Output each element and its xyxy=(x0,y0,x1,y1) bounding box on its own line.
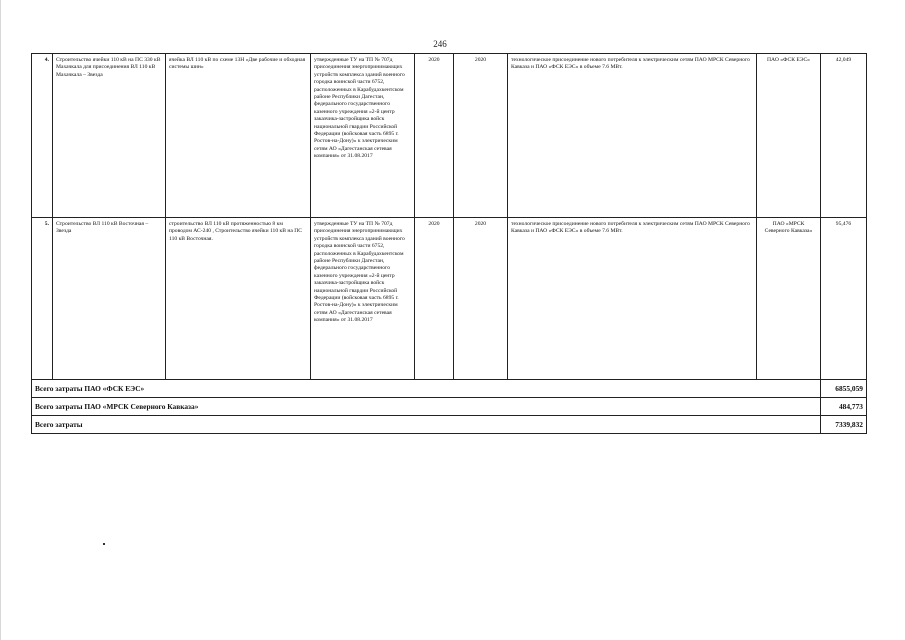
total-label: Всего затраты xyxy=(32,416,821,434)
purpose: технологическое присоединение нового потребителя к электрическим сетям ПАО МРСК Северного Кавказа и ПАО «ФСК ЕЭС» в объеме 7.6 МВт. xyxy=(508,54,757,218)
year-start: 2020 xyxy=(415,218,454,380)
basis-document: утвержденные ТУ на ТП № 707д присоединения энергопринимающих устройств комплекса зданий военного городка воинской части 6752, расположенных в Карабудахкентском районе Республики Дагестан, федерального государственного казенного учреждения «2-й центр заказчика-застройщика войск национальной гвардии Российской Федерации (войсковая часть 6895 г. Ростов-на-Дону)» к электрическим сетям АО «Дагестанская сетевая компания» от 31.08.2017 xyxy=(311,54,415,218)
page-number: 246 xyxy=(433,39,447,49)
scan-edge xyxy=(0,0,1,640)
object-name: Строительство ячейки 110 кВ на ПС 330 кВ Махачкала для присоединения ВЛ 110 кВ Махачкала – Звезда xyxy=(53,54,166,218)
total-value: 484,773 xyxy=(821,398,867,416)
total-row-mrsk xyxy=(32,398,867,416)
total-row-all xyxy=(32,416,867,434)
object-description: строительство ВЛ 110 кВ протяженностью 8 км проводом АС-240 , Строительство ячейки 110 кВ на ПС 110 кВ Восточная. xyxy=(166,218,311,380)
object-description: ячейка ВЛ 110 кВ по схеме 13Н «Две рабочие и обходная системы шин» xyxy=(166,54,311,218)
purpose: технологическое присоединение нового потребителя к электрическим сетям ПАО МРСК Северного Кавказа и ПАО «ФСК ЕЭС» в объеме 7.6 МВт. xyxy=(508,218,757,380)
total-label: Всего затраты ПАО «МРСК Северного Кавказа» xyxy=(32,398,821,416)
total-value: 6855,059 xyxy=(821,380,867,398)
investment-table xyxy=(31,53,867,434)
total-label: Всего затраты ПАО «ФСК ЕЭС» xyxy=(32,380,821,398)
row-number: 5. xyxy=(32,218,53,380)
object-name: Строительство ВЛ 110 кВ Восточная – Звезда xyxy=(53,218,166,380)
table-row xyxy=(32,54,867,218)
total-row-fsk xyxy=(32,380,867,398)
cost: 42,049 xyxy=(821,54,867,218)
year-end: 2020 xyxy=(454,54,508,218)
owner: ПАО «МРСК Северного Кавказа» xyxy=(757,218,821,380)
year-end: 2020 xyxy=(454,218,508,380)
year-start: 2020 xyxy=(415,54,454,218)
cost: 95,476 xyxy=(821,218,867,380)
total-value: 7339,832 xyxy=(821,416,867,434)
scan-speck xyxy=(103,543,105,545)
row-number: 4. xyxy=(32,54,53,218)
table-row xyxy=(32,218,867,380)
basis-document: утвержденные ТУ на ТП № 707д присоединения энергопринимающих устройств комплекса зданий военного городка воинской части 6752, расположенных в Карабудахкентском районе Республики Дагестан, федерального государственного казенного учреждения «2-й центр заказчика-застройщика войск национальной гвардии Российской Федерации (войсковая часть 6895 г. Ростов-на-Дону)» к электрическим сетям АО «Дагестанская сетевая компания» от 31.08.2017 xyxy=(311,218,415,380)
owner: ПАО «ФСК ЕЭС» xyxy=(757,54,821,218)
